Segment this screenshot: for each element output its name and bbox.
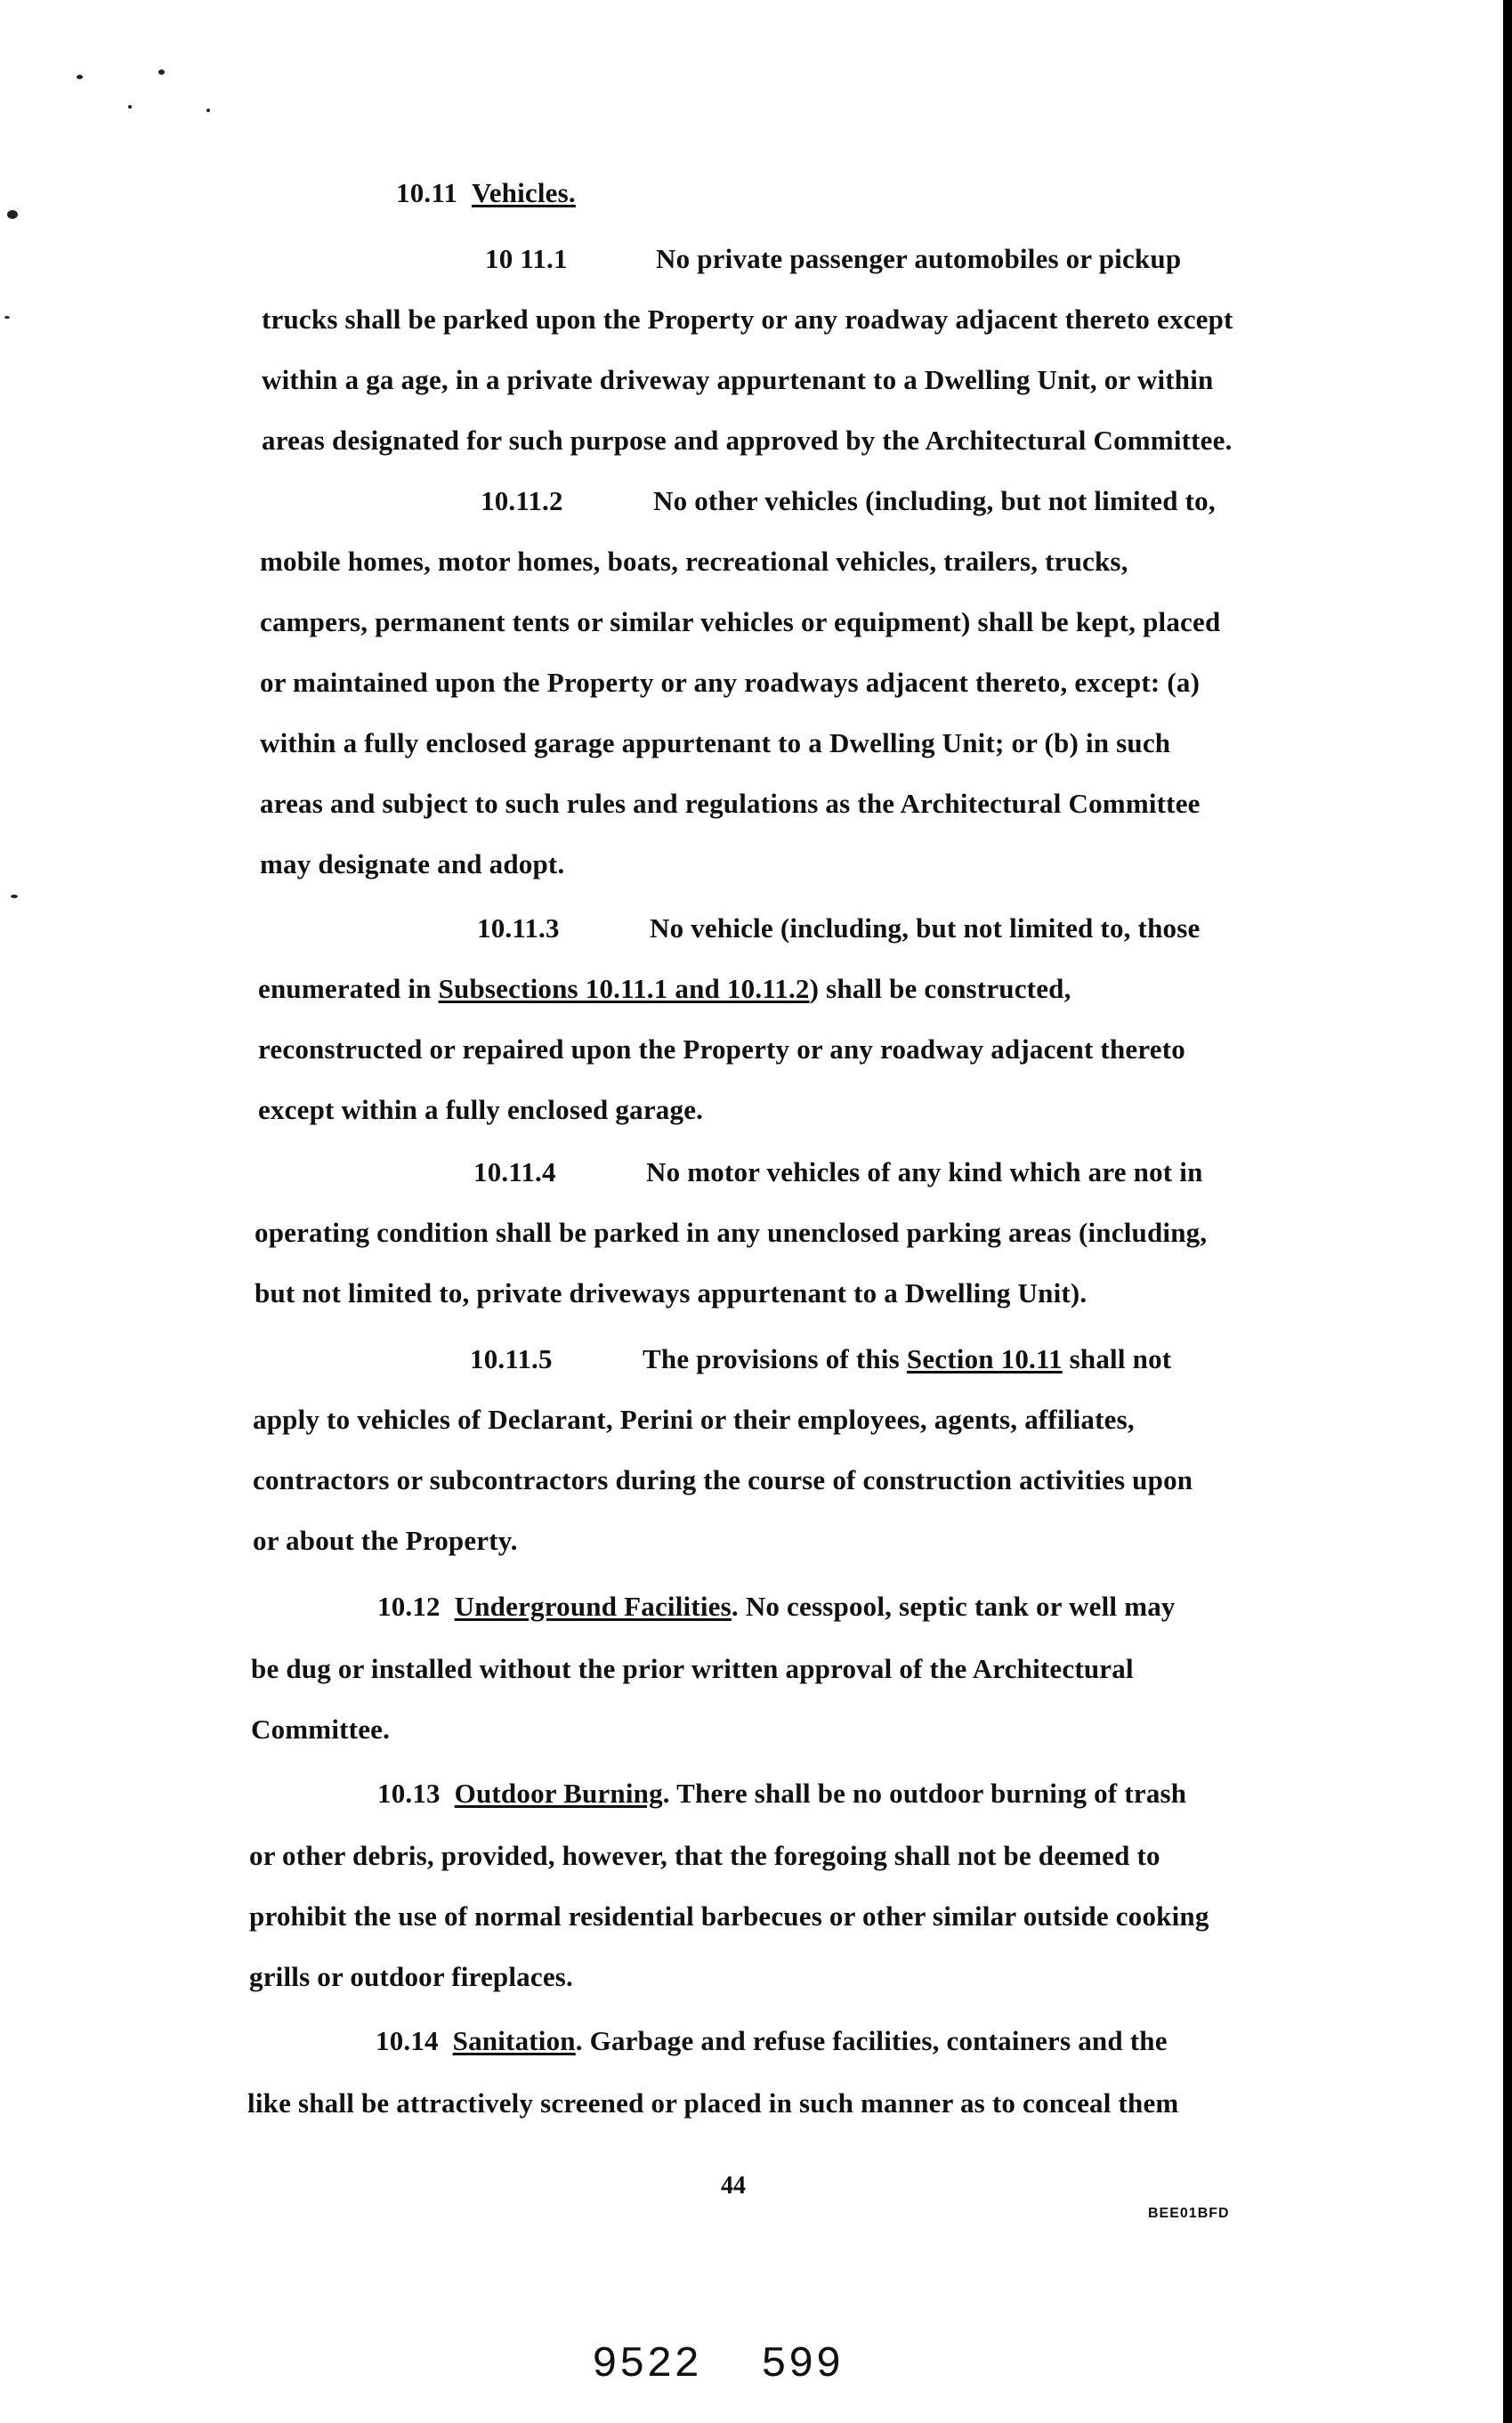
scan-speck: [158, 69, 165, 75]
paragraph-line: or about the Property.: [253, 1525, 518, 1556]
scan-speck: [206, 109, 210, 112]
paragraph-line: campers, permanent tents or similar vehicles or equipment) shall be kept, placed: [260, 606, 1221, 637]
paragraph-line: trucks shall be parked upon the Property or any roadway adjacent thereto except: [262, 304, 1233, 335]
subsection-reference-link: Subsections 10.11.1 and 10.11.2: [438, 973, 810, 1004]
section-title: Outdoor Burning: [454, 1778, 663, 1809]
section-line: grills or outdoor fireplaces.: [249, 1961, 573, 1992]
section-number: 10.13: [377, 1778, 441, 1809]
paragraph-line: may designate and adopt.: [260, 848, 565, 879]
paragraph-text: [643, 1342, 1171, 1376]
paragraph-line: operating condition shall be parked in any unenclosed parking areas (including,: [255, 1217, 1208, 1248]
paragraph-text: No other vehicles (including, but not limited to,: [653, 485, 1216, 516]
scan-speck: [128, 105, 132, 109]
paragraph-text-part: shall not: [1062, 1343, 1172, 1374]
section-title: Underground Facilities: [454, 1591, 732, 1622]
section-reference-link: Section 10.11: [906, 1343, 1063, 1374]
section-number: 10.14: [376, 2025, 439, 2056]
paragraph-first-line: [477, 912, 1201, 945]
paragraph-text: enumerated in: [258, 973, 439, 1004]
section-text: . Garbage and refuse facilities, containers and the: [575, 2025, 1168, 2056]
paragraph-text: ) shall be constructed,: [809, 973, 1071, 1004]
section-line: prohibit the use of normal residential barbecues or other similar outside cooking: [249, 1900, 1209, 1932]
paragraph-line: contractors or subcontractors during the course of construction activities upon: [253, 1464, 1193, 1495]
paragraph-first-line: [473, 1155, 1203, 1189]
document-code: BEE01BFD: [1148, 2206, 1230, 2221]
paragraph-line: apply to vehicles of Declarant, Perini or their employees, agents, affiliates,: [253, 1404, 1135, 1435]
section-line: Committee.: [251, 1714, 391, 1745]
section-title: Vehicles.: [471, 177, 576, 208]
section-text: . There shall be no outdoor burning of trash: [662, 1778, 1187, 1809]
scan-speck: [7, 210, 18, 219]
scan-edge: [1503, 0, 1512, 2423]
paragraph-line: areas designated for such purpose and approved by the Architectural Committee.: [262, 425, 1233, 456]
section-text: . No cesspool, septic tank or well may: [731, 1591, 1176, 1622]
paragraph-first-line: [485, 242, 1182, 276]
paragraph-text: No vehicle (including, but not limited to, those: [650, 912, 1201, 944]
paragraph-line: mobile homes, motor homes, boats, recreational vehicles, trailers, trucks,: [260, 546, 1128, 577]
paragraph-line: but not limited to, private driveways appurtenant to a Dwelling Unit).: [255, 1277, 1088, 1309]
paragraph-line: reconstructed or repaired upon the Property or any roadway adjacent thereto: [258, 1033, 1185, 1065]
section-line: like shall be attractively screened or placed in such manner as to conceal them: [247, 2087, 1179, 2119]
section-heading: [396, 176, 576, 210]
paragraph-line: [258, 972, 1071, 1006]
section-first-line: [377, 1777, 1186, 1811]
paragraph-number: 10.11.3: [477, 912, 560, 944]
section-line: or other debris, provided, however, that the foregoing shall not be deemed to: [249, 1840, 1160, 1871]
paragraph-first-line: [470, 1342, 1172, 1376]
paragraph-text: No motor vehicles of any kind which are not in: [646, 1156, 1203, 1187]
section-first-line: [377, 1590, 1176, 1624]
paragraph-number: 10.11.5: [470, 1343, 553, 1374]
page-number: 44: [721, 2172, 746, 2200]
scan-speck: [11, 895, 18, 898]
section-number: 10.12: [377, 1591, 441, 1622]
paragraph-first-line: [481, 484, 1216, 518]
section-title: Sanitation: [452, 2025, 576, 2056]
scan-speck: [4, 316, 10, 319]
paragraph-number: 10.11.2: [481, 485, 563, 516]
paragraph-text: No private passenger automobiles or pickup: [656, 243, 1182, 274]
paragraph-line: within a fully enclosed garage appurtenant to a Dwelling Unit; or (b) in such: [260, 727, 1171, 758]
bates-number-right: 599: [761, 2341, 844, 2389]
section-first-line: [376, 2024, 1168, 2058]
section-number: 10.11: [396, 177, 458, 208]
paragraph-line: or maintained upon the Property or any roadways adjacent thereto, except: (a): [260, 667, 1201, 698]
paragraph-number: 10.11.4: [473, 1156, 556, 1187]
paragraph-line: areas and subject to such rules and regulations as the Architectural Committee: [260, 788, 1201, 819]
section-line: be dug or installed without the prior written approval of the Architectural: [251, 1653, 1134, 1684]
paragraph-number: 10 11.1: [485, 243, 568, 274]
paragraph-text-part: The provisions of this: [643, 1343, 907, 1374]
paragraph-line: except within a fully enclosed garage.: [258, 1094, 704, 1125]
scan-speck: [77, 75, 83, 79]
bates-number-left: 9522: [592, 2341, 702, 2389]
paragraph-line: within a ga age, in a private driveway appurtenant to a Dwelling Unit, or within: [262, 364, 1214, 395]
